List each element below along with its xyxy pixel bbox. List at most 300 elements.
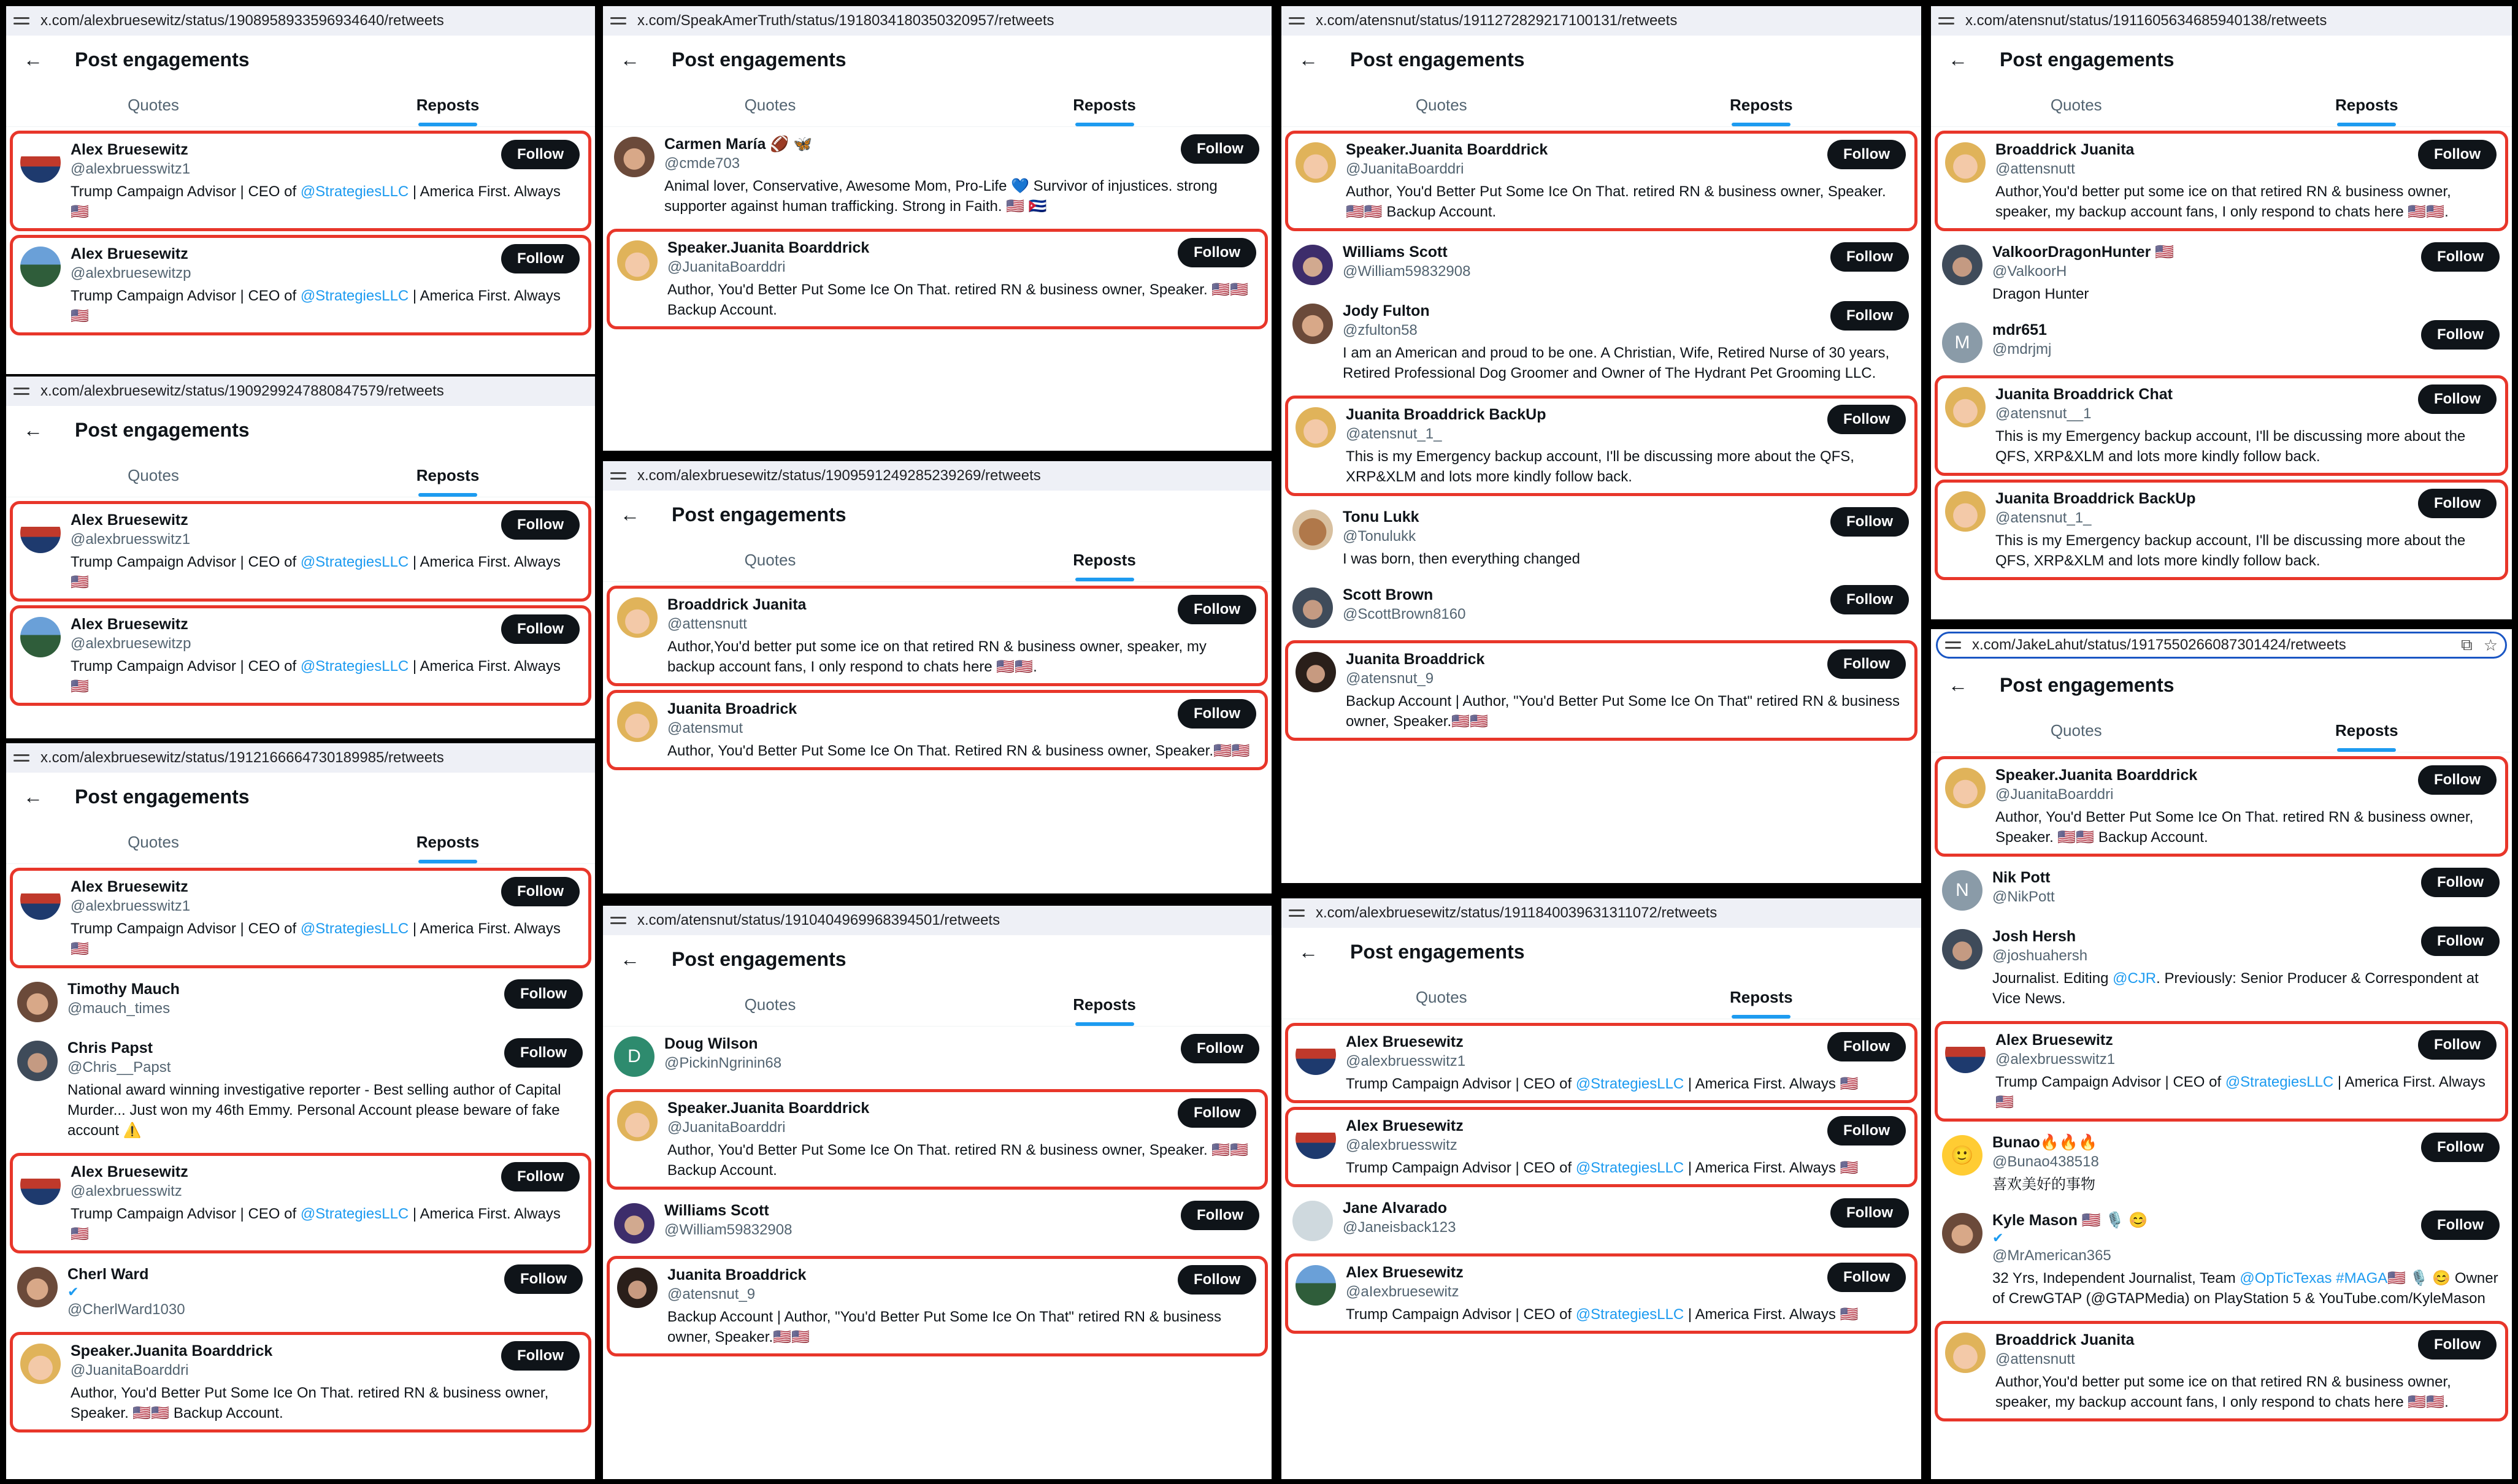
user-handle[interactable]: @alexbruesswitz1 [1346, 1053, 1466, 1069]
bio-text: Trump Campaign Advisor | CEO of [71, 1206, 301, 1222]
tune-icon[interactable] [1945, 638, 1961, 652]
user-name[interactable]: Scott Brown [1343, 586, 1434, 603]
follow-button[interactable]: Follow [1830, 1198, 1909, 1228]
follow-button[interactable]: Follow [504, 1264, 583, 1294]
tab-quotes[interactable]: Quotes [744, 995, 796, 1014]
user-name[interactable]: ValkoorDragonHunter 🇺🇸 [1992, 243, 2174, 261]
tab-quotes[interactable]: Quotes [1415, 95, 1467, 114]
page-title: Post engagements [672, 947, 846, 970]
user-name[interactable]: Williams Scott [1343, 243, 1448, 261]
user-handle[interactable]: @alexbruesewitzp [71, 635, 191, 652]
back-arrow-icon[interactable]: ← [1948, 673, 1968, 696]
tab-reposts[interactable]: Reposts [1602, 83, 1922, 126]
back-arrow-icon[interactable]: ← [620, 947, 640, 970]
bio-link[interactable]: @StrategiesLLC [2225, 1074, 2334, 1090]
address-bar[interactable] [603, 906, 1272, 935]
user-handle[interactable]: @ScottBrown8160 [1343, 606, 1466, 622]
address-bar[interactable] [6, 743, 595, 773]
page-title: Post engagements [75, 785, 250, 808]
user-row[interactable] [1281, 500, 1921, 578]
user-row[interactable] [1931, 313, 2512, 372]
user-row[interactable] [10, 1332, 591, 1432]
avatar[interactable] [1295, 142, 1336, 183]
tab-reposts[interactable]: Reposts [937, 983, 1272, 1026]
bio-text: Trump Campaign Advisor | CEO of [1346, 1306, 1576, 1323]
bio-link[interactable]: @StrategiesLLC [1575, 1306, 1684, 1323]
user-name[interactable]: Juanita Broaddrick BackUp [1995, 490, 2196, 507]
user-name[interactable]: Timothy Mauch [67, 981, 180, 998]
tab-reposts[interactable]: Reposts [301, 83, 595, 126]
user-row[interactable] [6, 972, 595, 1031]
user-row[interactable] [1285, 1023, 1917, 1103]
avatar[interactable] [1945, 387, 1986, 427]
follow-button[interactable]: Follow [1178, 595, 1256, 624]
bio-link[interactable]: @StrategiesLLC [300, 288, 409, 304]
user-row[interactable] [6, 1031, 595, 1149]
avatar[interactable] [20, 617, 61, 657]
avatar[interactable] [617, 1101, 658, 1141]
user-row[interactable] [603, 1027, 1272, 1085]
avatar[interactable]: M [1942, 323, 1983, 363]
user-row[interactable] [1935, 756, 2508, 857]
follow-button[interactable]: Follow [1830, 301, 1909, 331]
avatar[interactable] [617, 597, 658, 638]
user-handle[interactable]: @attensnutt [1995, 1351, 2075, 1367]
user-name[interactable]: Speaker.Juanita Boarddrick [667, 239, 870, 256]
user-handle[interactable]: @zfulton58 [1343, 322, 1418, 338]
avatar[interactable] [1945, 142, 1986, 183]
follow-button[interactable]: Follow [2418, 140, 2497, 169]
user-row[interactable] [1931, 1125, 2512, 1203]
user-name[interactable]: Juanita Broaddrick [667, 1266, 807, 1283]
user-name[interactable]: Broaddrick Juanita [1995, 1331, 2135, 1348]
tab-reposts[interactable]: Reposts [301, 820, 595, 863]
address-bar[interactable] [603, 6, 1272, 36]
follow-button[interactable]: Follow [1827, 1032, 1906, 1061]
avatar[interactable] [1945, 768, 1986, 808]
user-row[interactable] [1931, 919, 2512, 1017]
user-handle[interactable]: @alexbruesswitz1 [1995, 1051, 2116, 1068]
user-info [71, 877, 580, 959]
user-name[interactable]: Jody Fulton [1343, 302, 1430, 319]
avatar[interactable] [1292, 304, 1333, 344]
avatar[interactable] [1942, 1213, 1983, 1253]
user-handle[interactable]: @atensmut [667, 720, 743, 736]
follow-button[interactable]: Follow [501, 1341, 580, 1371]
user-handle[interactable]: @Chris__Papst [67, 1059, 171, 1076]
bio-text: Author,You'd better put some ice on that retired RN & business owner, speaker, my backup account fans, I only respond to chats here 🇺🇸🇺🇸. [1995, 183, 2451, 220]
user-handle[interactable]: @alexbruesswitz1 [71, 898, 191, 914]
follow-button[interactable]: Follow [1178, 238, 1256, 267]
user-name[interactable]: Juanita Broaddrick BackUp [1346, 406, 1546, 423]
user-row[interactable] [6, 1257, 595, 1328]
url-text: x.com/alexbruesewitz/status/1911840039631311072/retweets [1316, 905, 1718, 921]
user-names [1346, 405, 1820, 444]
user-top [1995, 384, 2497, 424]
user-handle[interactable]: @alexbruesswitz1 [71, 531, 191, 548]
follow-button[interactable]: Follow [2418, 384, 2497, 414]
user-handle[interactable]: @atensnut__1 [1995, 405, 2092, 422]
follow-button[interactable]: Follow [1827, 1263, 1906, 1292]
follow-button[interactable]: Follow [1830, 585, 1909, 614]
user-name[interactable]: Alex Bruesewitz [1995, 1031, 2113, 1049]
user-handle[interactable]: @cmde703 [664, 155, 740, 172]
user-row[interactable] [10, 1153, 591, 1253]
tune-icon[interactable] [610, 914, 626, 927]
user-name[interactable]: Broaddrick Juanita [667, 596, 807, 613]
user-info [667, 1265, 1256, 1347]
tab-quotes[interactable]: Quotes [128, 95, 179, 114]
user-name[interactable]: Jane Alvarado [1343, 1199, 1447, 1217]
user-handle[interactable]: @JuanitaBoarddri [667, 259, 786, 275]
tune-icon[interactable] [13, 751, 29, 765]
follow-button[interactable]: Follow [1827, 1116, 1906, 1146]
user-handle[interactable]: @JuanitaBoarddri [1995, 786, 2114, 803]
user-row[interactable] [1281, 294, 1921, 392]
user-handle[interactable]: @aIexbruesewitz [1346, 1283, 1459, 1300]
user-name[interactable]: Carmen María 🏈 🦋 [664, 136, 813, 153]
user-name[interactable]: Alex Bruesewitz [71, 878, 188, 895]
bio-link[interactable]: @StrategiesLLC [300, 554, 409, 570]
follow-button[interactable]: Follow [501, 140, 580, 169]
avatar[interactable] [20, 513, 61, 553]
avatar[interactable] [1945, 1333, 1986, 1373]
address-bar[interactable] [1281, 898, 1921, 928]
follow-button[interactable]: Follow [2421, 320, 2500, 350]
user-row[interactable] [1285, 1253, 1917, 1334]
avatar[interactable] [617, 1268, 658, 1308]
page-title: Post engagements [75, 418, 250, 441]
user-names [1343, 585, 1823, 624]
tune-icon[interactable] [610, 469, 626, 483]
user-row[interactable] [1281, 1191, 1921, 1250]
tab-quotes[interactable]: Quotes [128, 832, 179, 851]
user-bio [1995, 426, 2497, 467]
user-handle[interactable]: @William59832908 [664, 1222, 793, 1238]
user-name[interactable]: Alex Bruesewitz [71, 1163, 188, 1180]
user-row[interactable] [1935, 1321, 2508, 1421]
user-handle[interactable]: @atensnut_1_ [1346, 426, 1442, 442]
page-header [1931, 661, 2512, 709]
user-handle[interactable]: @attensnutt [667, 616, 747, 632]
tab-quotes[interactable]: Quotes [1415, 987, 1467, 1006]
follow-button[interactable]: Follow [1178, 699, 1256, 729]
follow-button[interactable]: Follow [501, 614, 580, 644]
user-row[interactable] [1931, 1203, 2512, 1317]
user-handle[interactable]: @alexbruesswitz1 [71, 161, 191, 177]
user-bio [1995, 182, 2497, 222]
follow-button[interactable]: Follow [1827, 405, 1906, 434]
address-bar[interactable] [6, 6, 595, 36]
user-row[interactable] [1935, 131, 2508, 231]
tab-quotes[interactable]: Quotes [128, 465, 179, 484]
avatar[interactable] [1292, 510, 1333, 550]
avatar[interactable] [1295, 1119, 1336, 1159]
user-row[interactable] [607, 1256, 1268, 1356]
address-bar[interactable] [1936, 632, 2507, 659]
avatar[interactable]: N [1942, 870, 1983, 911]
user-name[interactable]: Josh Hersh [1992, 928, 2076, 945]
user-handle[interactable]: @JuanitaBoarddri [667, 1119, 786, 1136]
user-handle[interactable]: @JuanitaBoarddri [1346, 161, 1464, 177]
user-name[interactable]: Alex Bruesewitz [71, 245, 188, 262]
follow-button[interactable]: Follow [501, 1162, 580, 1191]
avatar[interactable] [1295, 652, 1336, 692]
user-handle[interactable]: @Bunao438518 [1992, 1153, 2099, 1170]
user-top [1992, 1133, 2500, 1172]
follow-button[interactable]: Follow [1827, 649, 1906, 679]
user-name[interactable]: Cherl Ward [67, 1266, 149, 1283]
user-row[interactable] [10, 868, 591, 968]
user-info [1992, 927, 2500, 1009]
user-handle[interactable]: @ValkoorH [1992, 263, 2067, 280]
tab-reposts[interactable]: Reposts [301, 454, 595, 497]
avatar[interactable] [20, 1165, 61, 1205]
bio-link[interactable]: @StrategiesLLC [300, 183, 409, 200]
follow-button[interactable]: Follow [1178, 1265, 1256, 1295]
user-handle[interactable]: @MrAmerican365 [1992, 1247, 2111, 1264]
bio-link[interactable]: @StrategiesLLC [300, 1206, 409, 1222]
page-header [1931, 36, 2512, 83]
user-name[interactable]: Doug Wilson [664, 1035, 758, 1052]
user-row[interactable] [1931, 860, 2512, 919]
user-row[interactable] [1935, 480, 2508, 580]
back-arrow-icon[interactable]: ← [23, 785, 43, 808]
tab-quotes[interactable]: Quotes [744, 95, 796, 114]
avatar[interactable] [17, 982, 58, 1022]
page-header [603, 935, 1272, 983]
user-row[interactable] [1931, 235, 2512, 313]
follow-button[interactable]: Follow [504, 1038, 583, 1068]
user-handle[interactable]: @atensnut_9 [1346, 670, 1434, 687]
user-handle[interactable]: @PickinNgrinin68 [664, 1055, 782, 1071]
follow-button[interactable]: Follow [1827, 140, 1906, 169]
user-row[interactable] [10, 235, 591, 335]
user-handle[interactable]: @alexbruesswitz [1346, 1137, 1457, 1153]
follow-button[interactable]: Follow [2418, 1330, 2497, 1360]
follow-button[interactable]: Follow [1181, 1201, 1259, 1230]
user-row[interactable] [10, 501, 591, 602]
user-name[interactable]: Tonu Lukk [1343, 508, 1419, 526]
user-row[interactable] [607, 586, 1268, 686]
user-handle[interactable]: @alexbruesewitzp [71, 265, 191, 281]
user-name[interactable]: mdr651 [1992, 321, 2047, 338]
follow-button[interactable]: Follow [2418, 765, 2497, 795]
avatar[interactable] [614, 1203, 654, 1244]
avatar[interactable] [617, 702, 658, 742]
user-name[interactable]: Juanita Broadrick [667, 700, 797, 717]
back-arrow-icon[interactable]: ← [23, 48, 43, 71]
tune-icon[interactable] [1289, 906, 1305, 920]
avatar[interactable] [1292, 587, 1333, 628]
follow-button[interactable]: Follow [504, 979, 583, 1009]
user-handle[interactable]: @Tonulukk [1343, 528, 1416, 545]
avatar[interactable] [1292, 245, 1333, 285]
user-row[interactable] [1285, 131, 1917, 231]
tune-icon[interactable] [13, 384, 29, 398]
follow-button[interactable]: Follow [501, 510, 580, 540]
user-handle[interactable]: @joshuahersh [1992, 947, 2088, 964]
tab-quotes[interactable]: Quotes [2050, 95, 2102, 114]
user-row[interactable] [607, 1089, 1268, 1190]
tab-quotes[interactable]: Quotes [2050, 721, 2102, 740]
user-row[interactable] [607, 690, 1268, 770]
user-names [664, 134, 1173, 174]
user-name[interactable]: Speaker.Juanita Boarddrick [71, 1342, 273, 1360]
address-bar[interactable] [1281, 6, 1921, 36]
follow-button[interactable]: Follow [1181, 1034, 1259, 1063]
user-handle[interactable]: @mauch_times [67, 1000, 171, 1017]
bio-text: Author,You'd better put some ice on that retired RN & business owner, speaker, my backup account fans, I only respond to chats here 🇺🇸🇺🇸. [667, 638, 1207, 675]
follow-button[interactable]: Follow [2418, 1030, 2497, 1060]
back-arrow-icon[interactable]: ← [620, 48, 640, 71]
bio-link[interactable]: @StrategiesLLC [1575, 1076, 1684, 1092]
avatar[interactable] [1292, 1201, 1333, 1241]
user-name[interactable]: Juanita Broaddrick Chat [1995, 386, 2173, 403]
user-row[interactable] [1281, 235, 1921, 294]
user-names [667, 238, 1170, 277]
user-row[interactable] [1285, 1107, 1917, 1187]
follow-button[interactable]: Follow [501, 877, 580, 906]
bio-link[interactable]: @OpTicTexas #MAGA [2240, 1270, 2388, 1287]
avatar[interactable] [17, 1041, 58, 1081]
follow-button[interactable]: Follow [2421, 927, 2500, 956]
engagements-panel [6, 377, 595, 738]
bio-link[interactable]: @StrategiesLLC [300, 658, 409, 675]
user-name[interactable]: Alex Bruesewitz [71, 616, 188, 633]
user-row[interactable] [603, 127, 1272, 225]
user-info [1343, 242, 1909, 285]
bookmark-star-icon[interactable]: ☆ [2483, 635, 2498, 654]
user-row[interactable] [1281, 578, 1921, 637]
user-name[interactable]: Juanita Broaddrick [1346, 651, 1485, 668]
avatar[interactable] [1295, 407, 1336, 448]
follow-button[interactable]: Follow [1181, 134, 1259, 164]
back-arrow-icon[interactable]: ← [1299, 940, 1318, 963]
user-names [67, 1038, 497, 1077]
user-row[interactable] [1935, 375, 2508, 476]
follow-button[interactable]: Follow [2421, 1211, 2500, 1240]
install-icon[interactable]: ⧉ [2461, 635, 2473, 654]
follow-button[interactable]: Follow [501, 244, 580, 273]
avatar[interactable]: 🙂 [1942, 1135, 1983, 1176]
address-bar[interactable] [603, 461, 1272, 491]
tune-icon[interactable] [13, 14, 29, 28]
user-row[interactable] [607, 229, 1268, 329]
user-name[interactable]: Alex Bruesewitz [1346, 1264, 1464, 1281]
avatar[interactable]: D [614, 1036, 654, 1077]
user-handle[interactable]: @alexbruesswitz [71, 1183, 182, 1199]
user-name[interactable]: Bunao🔥🔥🔥 [1992, 1134, 2098, 1151]
follow-button[interactable]: Follow [2421, 1133, 2500, 1162]
user-name[interactable]: Alex Bruesewitz [71, 141, 188, 158]
tab-reposts[interactable]: Reposts [937, 538, 1272, 581]
user-name[interactable]: Speaker.Juanita Boarddrick [667, 1100, 870, 1117]
user-handle[interactable]: @Janeisback123 [1343, 1219, 1456, 1236]
avatar[interactable] [617, 240, 658, 281]
user-name[interactable]: Alex Bruesewitz [71, 511, 188, 529]
user-name[interactable]: Alex Bruesewitz [1346, 1033, 1464, 1050]
back-arrow-icon[interactable]: ← [1948, 48, 1968, 71]
avatar[interactable] [20, 879, 61, 920]
user-row[interactable] [1285, 396, 1917, 496]
tab-reposts[interactable]: Reposts [937, 83, 1272, 126]
address-bar[interactable] [1931, 6, 2512, 36]
avatar[interactable] [614, 137, 654, 177]
follow-button[interactable]: Follow [2421, 868, 2500, 897]
user-row[interactable] [603, 1193, 1272, 1252]
user-name[interactable]: Nik Pott [1992, 869, 2051, 886]
user-name[interactable]: Chris Papst [67, 1039, 153, 1057]
follow-button[interactable]: Follow [1178, 1098, 1256, 1128]
avatar[interactable] [20, 142, 61, 183]
user-handle[interactable]: @William59832908 [1343, 263, 1471, 280]
tune-icon[interactable] [610, 14, 626, 28]
follow-button[interactable]: Follow [2418, 489, 2497, 518]
bio-text: Author, You'd Better Put Some Ice On That. retired RN & business owner, Speaker. 🇺🇸🇺🇸 Backup Account. [1995, 809, 2474, 846]
user-name[interactable]: Speaker.Juanita Boarddrick [1346, 141, 1548, 158]
user-bio [667, 1140, 1256, 1180]
tab-reposts[interactable]: Reposts [2222, 83, 2512, 126]
page-title: Post engagements [672, 503, 846, 526]
address-bar[interactable] [6, 377, 595, 406]
follow-button[interactable]: Follow [1830, 242, 1909, 272]
tab-reposts[interactable]: Reposts [2222, 709, 2512, 752]
avatar[interactable] [1945, 491, 1986, 532]
user-handle[interactable]: @JuanitaBoarddri [71, 1362, 189, 1379]
bio-link[interactable]: @StrategiesLLC [1575, 1160, 1684, 1176]
avatar[interactable] [1942, 929, 1983, 970]
user-handle[interactable]: @attensnutt [1995, 161, 2075, 177]
user-name[interactable]: Kyle Mason 🇺🇸 🎙️ 😊 [1992, 1212, 2148, 1229]
back-arrow-icon[interactable]: ← [620, 503, 640, 526]
tune-icon[interactable] [1938, 14, 1954, 28]
tune-icon[interactable] [1289, 14, 1305, 28]
follow-button[interactable]: Follow [1830, 507, 1909, 537]
user-info [71, 614, 580, 697]
avatar[interactable] [20, 247, 61, 287]
back-arrow-icon[interactable]: ← [1299, 48, 1318, 71]
user-row[interactable] [10, 131, 591, 231]
tab-quotes[interactable]: Quotes [744, 550, 796, 569]
user-name[interactable]: Speaker.Juanita Boarddrick [1995, 767, 2198, 784]
avatar[interactable] [17, 1267, 58, 1307]
avatar[interactable] [1942, 245, 1983, 285]
user-name[interactable]: Broaddrick Juanita [1995, 141, 2135, 158]
bio-link[interactable]: @StrategiesLLC [300, 920, 409, 937]
user-handle[interactable]: @atensnut_9 [667, 1286, 756, 1302]
bio-link[interactable]: @CJR [2113, 970, 2157, 987]
user-handle[interactable]: @NikPott [1992, 889, 2055, 905]
user-name[interactable]: Alex Bruesewitz [1346, 1117, 1464, 1134]
user-name[interactable]: Williams Scott [664, 1202, 769, 1219]
user-row[interactable] [1285, 640, 1917, 741]
back-arrow-icon[interactable]: ← [23, 418, 43, 441]
avatar[interactable] [20, 1344, 61, 1384]
avatar[interactable] [1295, 1265, 1336, 1306]
user-row[interactable] [1935, 1021, 2508, 1122]
user-handle[interactable]: @atensnut_1_ [1995, 510, 2092, 526]
user-handle[interactable]: @mdrjmj [1992, 341, 2052, 358]
engagements-panel [603, 906, 1272, 1479]
user-handle[interactable]: @CherlWard1030 [67, 1301, 185, 1318]
avatar[interactable] [1295, 1035, 1336, 1075]
user-row[interactable] [10, 605, 591, 706]
tab-reposts[interactable]: Reposts [1602, 976, 1922, 1019]
avatar[interactable] [1945, 1033, 1986, 1073]
follow-button[interactable]: Follow [2421, 242, 2500, 272]
user-top [67, 979, 583, 1019]
